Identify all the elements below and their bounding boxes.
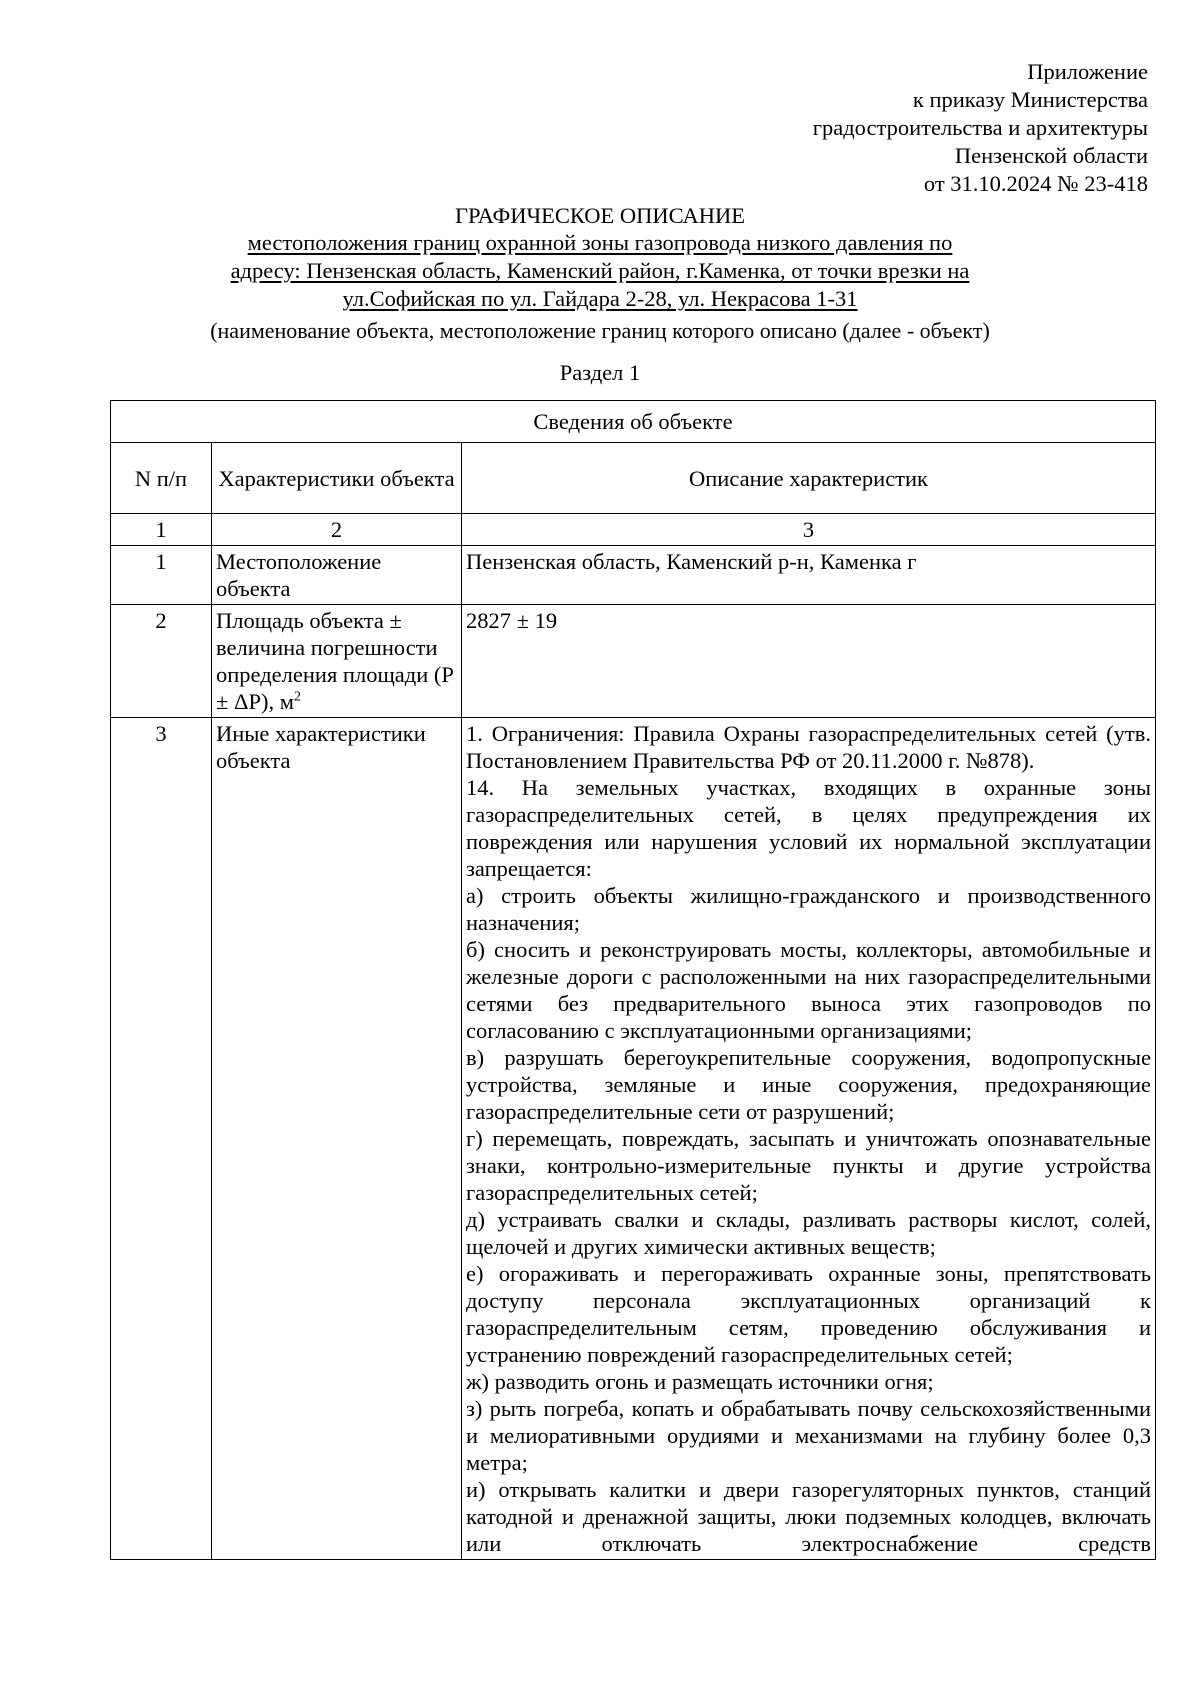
column-number-row bbox=[111, 514, 1156, 546]
row-description bbox=[462, 718, 1156, 1560]
restriction-paragraph: и) открывать калитки и двери газорегуляторных пунктов, станций катодной и дренажной защиты, люки подземных колодцев, включать или отключать электроснабжение средств bbox=[466, 1477, 1151, 1556]
row-characteristic: Иные характеристики объекта bbox=[212, 718, 462, 1560]
header-cell-number: N п/п bbox=[111, 443, 212, 514]
header-cell-description: Описание характеристик bbox=[462, 443, 1156, 514]
row-characteristic-text: Площадь объекта ± величина погрешности определения площади (P ± ΔP), м bbox=[216, 608, 454, 714]
restriction-paragraph: а) строить объекты жилищно-гражданского и производственного назначения; bbox=[466, 883, 1151, 935]
document-title: ГРАФИЧЕСКОЕ ОПИСАНИЕ bbox=[454, 203, 746, 228]
restriction-paragraph: е) огораживать и перегораживать охранные зоны, препятствовать доступу персонала эксплуатационных организаций к газораспределительным сетям, проведению обслуживания и устранению повреждений газораспределительных сетей; bbox=[466, 1261, 1151, 1367]
restriction-paragraph: г) перемещать, повреждать, засыпать и уничтожать опознавательные знаки, контрольно-измерительные пункты и другие устройства газораспределительных сетей; bbox=[466, 1126, 1151, 1205]
row-description: 2827 ± 19 bbox=[462, 605, 1156, 718]
column-number: 3 bbox=[462, 514, 1156, 546]
row-number: 1 bbox=[111, 546, 212, 605]
row-characteristic: Местоположение объекта bbox=[212, 546, 462, 605]
object-info-table bbox=[110, 400, 1156, 1560]
object-name bbox=[0, 229, 1200, 313]
table-header-row bbox=[111, 443, 1156, 514]
table-title: Сведения об объекте bbox=[111, 401, 1156, 443]
table-title-row bbox=[111, 401, 1156, 443]
restriction-paragraph: з) рыть погреба, копать и обрабатывать почву сельскохозяйственными и мелиоративными орудиями и механизмами на глубину более 0,3 метра; bbox=[466, 1396, 1151, 1475]
row-number: 2 bbox=[111, 605, 212, 718]
appendix-line: Приложение bbox=[1027, 59, 1148, 84]
table-row bbox=[111, 718, 1156, 1560]
object-name-caption: (наименование объекта, местоположение границ которого описано (далее - объект) bbox=[210, 318, 990, 343]
object-name-line: местоположения границ охранной зоны газопровода низкого давления по bbox=[247, 230, 953, 255]
restriction-paragraph: ж) разводить огонь и размещать источники огня; bbox=[466, 1369, 934, 1394]
appendix-block bbox=[813, 58, 1148, 198]
restriction-paragraph: 14. На земельных участках, входящих в охранные зоны газораспределительных сетей, в целях предупреждения их повреждения или нарушения условий их нормальной эксплуатации запрещается: bbox=[466, 775, 1151, 881]
row-characteristic bbox=[212, 605, 462, 718]
table-row bbox=[111, 605, 1156, 718]
column-number: 2 bbox=[212, 514, 462, 546]
object-name-line: ул.Софийская по ул. Гайдара 2-28, ул. Некрасова 1-31 bbox=[342, 286, 858, 311]
section-heading: Раздел 1 bbox=[559, 360, 641, 385]
restriction-paragraph: 1. Ограничения: Правила Охраны газораспределительных сетей (утв. Постановлением Правительства РФ от 20.11.2000 г. №878). bbox=[466, 721, 1151, 773]
column-number: 1 bbox=[111, 514, 212, 546]
appendix-line: Пензенской области bbox=[954, 143, 1148, 168]
appendix-line: градостроительства и архитектуры bbox=[812, 115, 1148, 140]
table-row bbox=[111, 546, 1156, 605]
restriction-paragraph: в) разрушать берегоукрепительные сооружения, водопропускные устройства, земляные и иные сооружения, предохраняющие газораспределительные сети от разрушений; bbox=[466, 1045, 1151, 1124]
appendix-line: к приказу Министерства bbox=[912, 87, 1148, 112]
object-name-line: адресу: Пензенская область, Каменский район, г.Каменка, от точки врезки на bbox=[230, 258, 970, 283]
restriction-paragraph: б) сносить и реконструировать мосты, коллекторы, автомобильные и железные дороги с расположенными на них газораспределительными сетями без предварительного выноса этих газопроводов по согласованию с эксплуатационными организациями; bbox=[466, 937, 1151, 1043]
row-number: 3 bbox=[111, 718, 212, 1560]
header-cell-characteristic: Характеристики объекта bbox=[212, 443, 462, 514]
area-unit-superscript: 2 bbox=[293, 689, 301, 705]
restriction-paragraph: д) устраивать свалки и склады, разливать растворы кислот, солей, щелочей и других химически активных веществ; bbox=[466, 1207, 1151, 1259]
row-description: Пензенская область, Каменский р-н, Каменка г bbox=[462, 546, 1156, 605]
appendix-order-date: от 31.10.2024 № 23-418 bbox=[923, 171, 1148, 196]
